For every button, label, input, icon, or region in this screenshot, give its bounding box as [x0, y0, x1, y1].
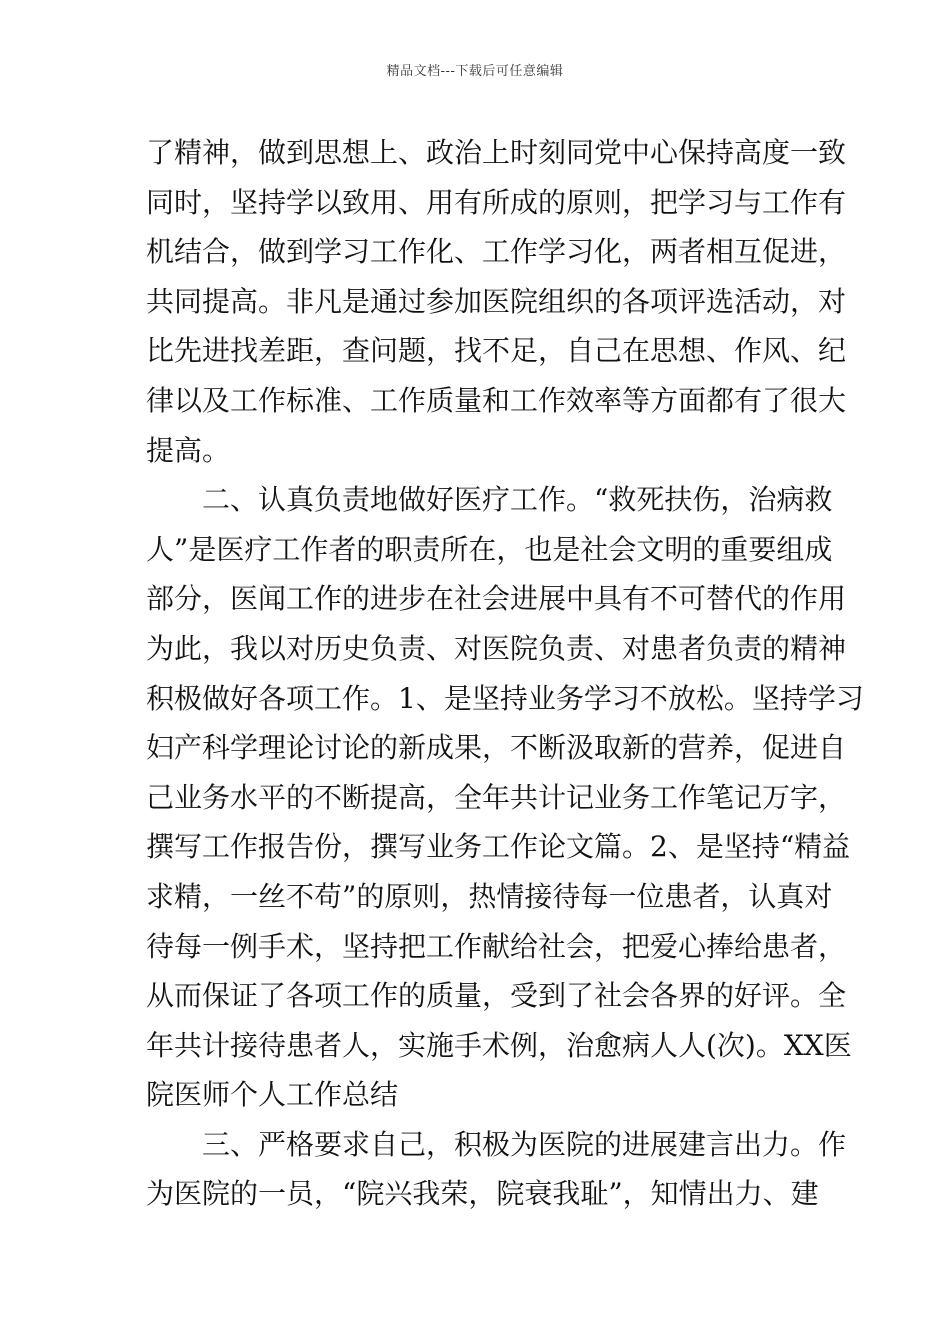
text-line: 积极做好各项工作。1、是坚持业务学习不放松。坚持学习 — [146, 681, 864, 715]
text-line: 从而保证了各项工作的质量，受到了社会各界的好评。全 — [146, 979, 847, 1013]
text-line: 部分，医闻工作的进步在社会进展中具有不可替代的作用 — [146, 582, 847, 616]
document-body — [146, 128, 864, 1219]
text-line: 人”是医疗工作者的职责所在，也是社会文明的重要组成 — [146, 532, 833, 566]
text-line: 比先进找差距，查问题，找不足，自己在思想、作风、纪 — [146, 334, 847, 368]
text-line: 提高。 — [146, 433, 231, 467]
page-header: 精品文档---下载后可任意编辑 — [386, 64, 564, 79]
text-line: 三、严格要求自己，积极为医院的进展建言出力。作 — [146, 1127, 847, 1161]
text-line: 律以及工作标准、工作质量和工作效率等方面都有了很大 — [146, 383, 847, 417]
text-line: 同时，坚持学以致用、用有所成的原则，把学习与工作有 — [146, 185, 847, 219]
text-line: 为此，我以对历史负责、对医院负责、对患者负责的精神 — [146, 631, 847, 665]
text-line: 为医院的一员，“院兴我荣，院衰我耻”，知情出力、建 — [146, 1177, 819, 1211]
text-line: 了精神，做到思想上、政治上时刻同党中心保持高度一致 — [146, 136, 847, 169]
text-line: 院医师个人工作总结 — [146, 1078, 399, 1112]
text-line: 二、认真负责地做好医疗工作。“救死扶伤，治病救 — [146, 483, 833, 517]
text-line: 撰写工作报告份，撰写业务工作论文篇。2、是坚持“精益 — [146, 830, 851, 864]
text-line: 待每一例手术，坚持把工作献给社会，把爱心捧给患者， — [146, 929, 847, 963]
text-line: 机结合，做到学习工作化、工作学习化，两者相互促进， — [146, 235, 847, 269]
text-line: 求精，一丝不苟”的原则，热情接待每一位患者，认真对 — [146, 879, 833, 913]
text-line: 共同提高。非凡是通过参加医院组织的各项评选活动，对 — [146, 284, 847, 318]
text-line: 妇产科学理论讨论的新成果，不断汲取新的营养，促进自 — [146, 731, 847, 765]
text-line: 己业务水平的不断提高，全年共计记业务工作笔记万字， — [146, 780, 847, 814]
text-line: 年共计接待患者人，实施手术例，治愈病人人(次)。XX医 — [146, 1028, 852, 1062]
